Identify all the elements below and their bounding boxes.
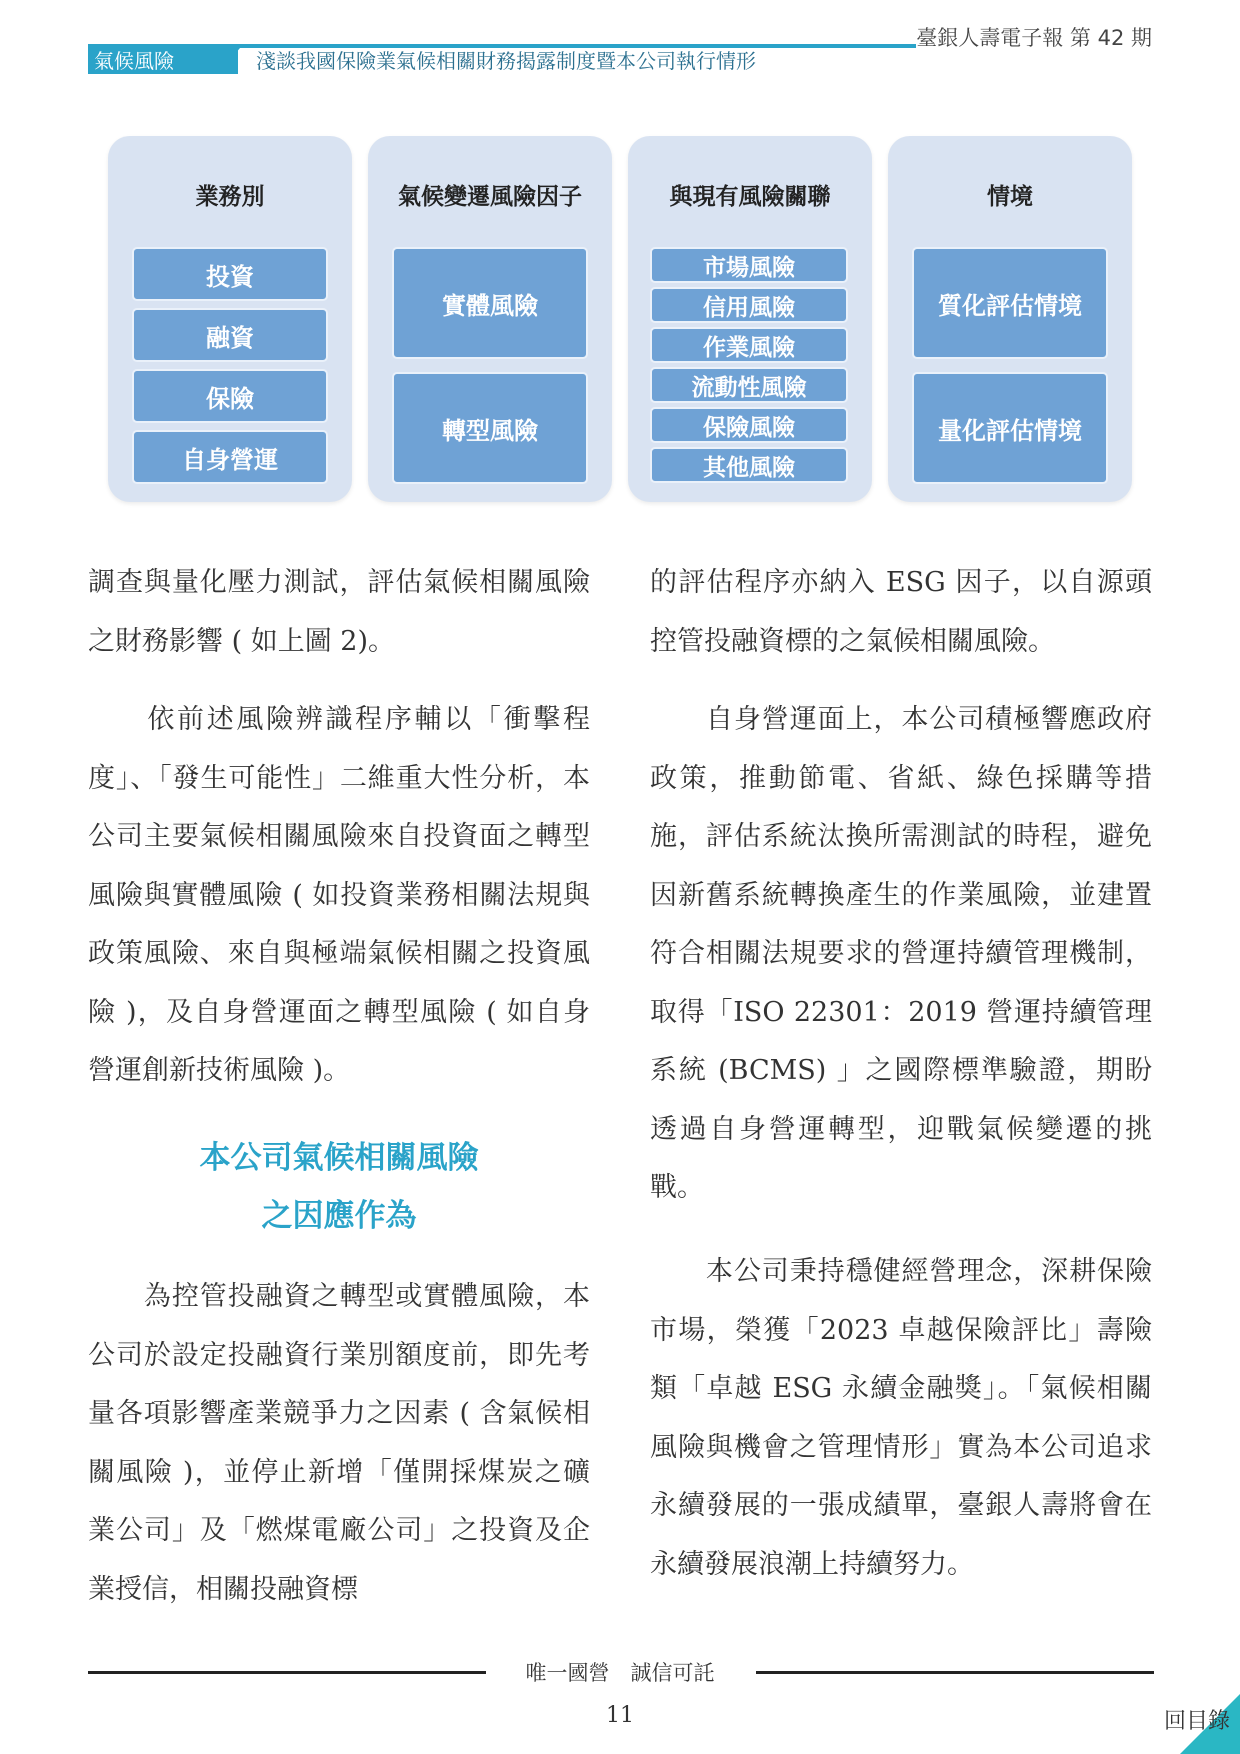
right-paragraph-1: 的評估程序亦納入 ESG 因子，以自源頭控管投融資標的之氣候相關風險。 — [650, 567, 1152, 657]
figure-column-scenario — [888, 136, 1132, 502]
left-paragraph-3: 為控管投融資之轉型或實體風險，本公司於設定投融資行業別額度前，即先考量各項影響產業競爭力之因素 ( 含氣候相關風險 )，並停止新增「僅開採煤炭之礦業公司」及「燃煤電廠公司」之投資及企業授信，相關投融資標 — [88, 1281, 590, 1605]
left-paragraph-1: 調查與量化壓力測試，評估氣候相關風險之財務影響 ( 如上圖 2)。 — [88, 567, 590, 657]
section-heading-line-1: 本公司氣候相關風險 — [199, 1140, 479, 1176]
figure-item: 投資 — [132, 247, 328, 301]
left-paragraph-2: 依前述風險辨識程序輔以「衝擊程度」、「發生可能性」二維重大性分析，本公司主要氣候相關風險來自投資面之轉型風險與實體風險 ( 如投資業務相關法規與政策風險、來自與極端氣候相關之投資風險 )，及自身營運面之轉型風險 ( 如自身營運創新技術風險 )。 — [88, 704, 590, 1086]
right-paragraph-2: 自身營運面上，本公司積極響應政府政策，推動節電、省紙、綠色採購等措施，評估系統汰換所需測試的時程，避免因新舊系統轉換產生的作業風險，並建置符合相關法規要求的營運持續管理機制，取得「ISO 22301：2019 營運持續管理系統 (BCMS) 」之國際標準驗證，期盼透過自身營運轉型，迎戰氣候變遷的挑戰。 — [650, 704, 1152, 1203]
column-title: 情境 — [987, 184, 1033, 210]
column-title: 業務別 — [195, 184, 265, 210]
section-tag-slant — [218, 48, 240, 74]
risk-framework-figure — [108, 136, 1132, 502]
figure-item: 實體風險 — [392, 247, 588, 359]
toc-link[interactable]: 回目錄 — [1163, 1709, 1230, 1734]
figure-item: 保險風險 — [650, 407, 848, 443]
figure-item: 其他風險 — [650, 447, 848, 483]
issue-label: 臺銀人壽電子報 第 42 期 — [916, 26, 1152, 50]
figure-column-risk-factor — [368, 136, 612, 502]
column-title: 氣候變遷風險因子 — [398, 184, 582, 210]
page-number: 11 — [606, 1703, 634, 1728]
figure-item: 質化評估情境 — [912, 247, 1108, 359]
column-title: 與現有風險關聯 — [669, 184, 831, 210]
footer-motto: 唯一國營 誠信可託 — [525, 1661, 715, 1685]
section-tag-label: 氣候風險 — [94, 49, 174, 73]
right-paragraph-3: 本公司秉持穩健經營理念，深耕保險市場，榮獲「2023 卓越保險評比」壽險類「卓越 ESG 永續金融獎」。「氣候相關風險與機會之管理情形」實為本公司追求永續發展的一張成績單，臺銀人壽將會在永續發展浪潮上持續努力。 — [650, 1256, 1152, 1580]
figure-column-related-risk — [628, 136, 872, 502]
figure-item: 融資 — [132, 308, 328, 362]
figure-item: 市場風險 — [650, 247, 848, 283]
article-title: 淺談我國保險業氣候相關財務揭露制度暨本公司執行情形 — [256, 49, 756, 73]
footer-rule-left — [88, 1671, 486, 1674]
figure-item: 流動性風險 — [650, 367, 848, 403]
figure-item: 信用風險 — [650, 287, 848, 323]
figure-item: 保險 — [132, 369, 328, 423]
figure-item: 作業風險 — [650, 327, 848, 363]
figure-item: 量化評估情境 — [912, 372, 1108, 484]
figure-item: 自身營運 — [132, 430, 328, 484]
figure-column-business — [108, 136, 352, 502]
footer-rule-right — [756, 1671, 1154, 1674]
figure-item: 轉型風險 — [392, 372, 588, 484]
section-heading-line-2: 之因應作為 — [261, 1198, 417, 1234]
